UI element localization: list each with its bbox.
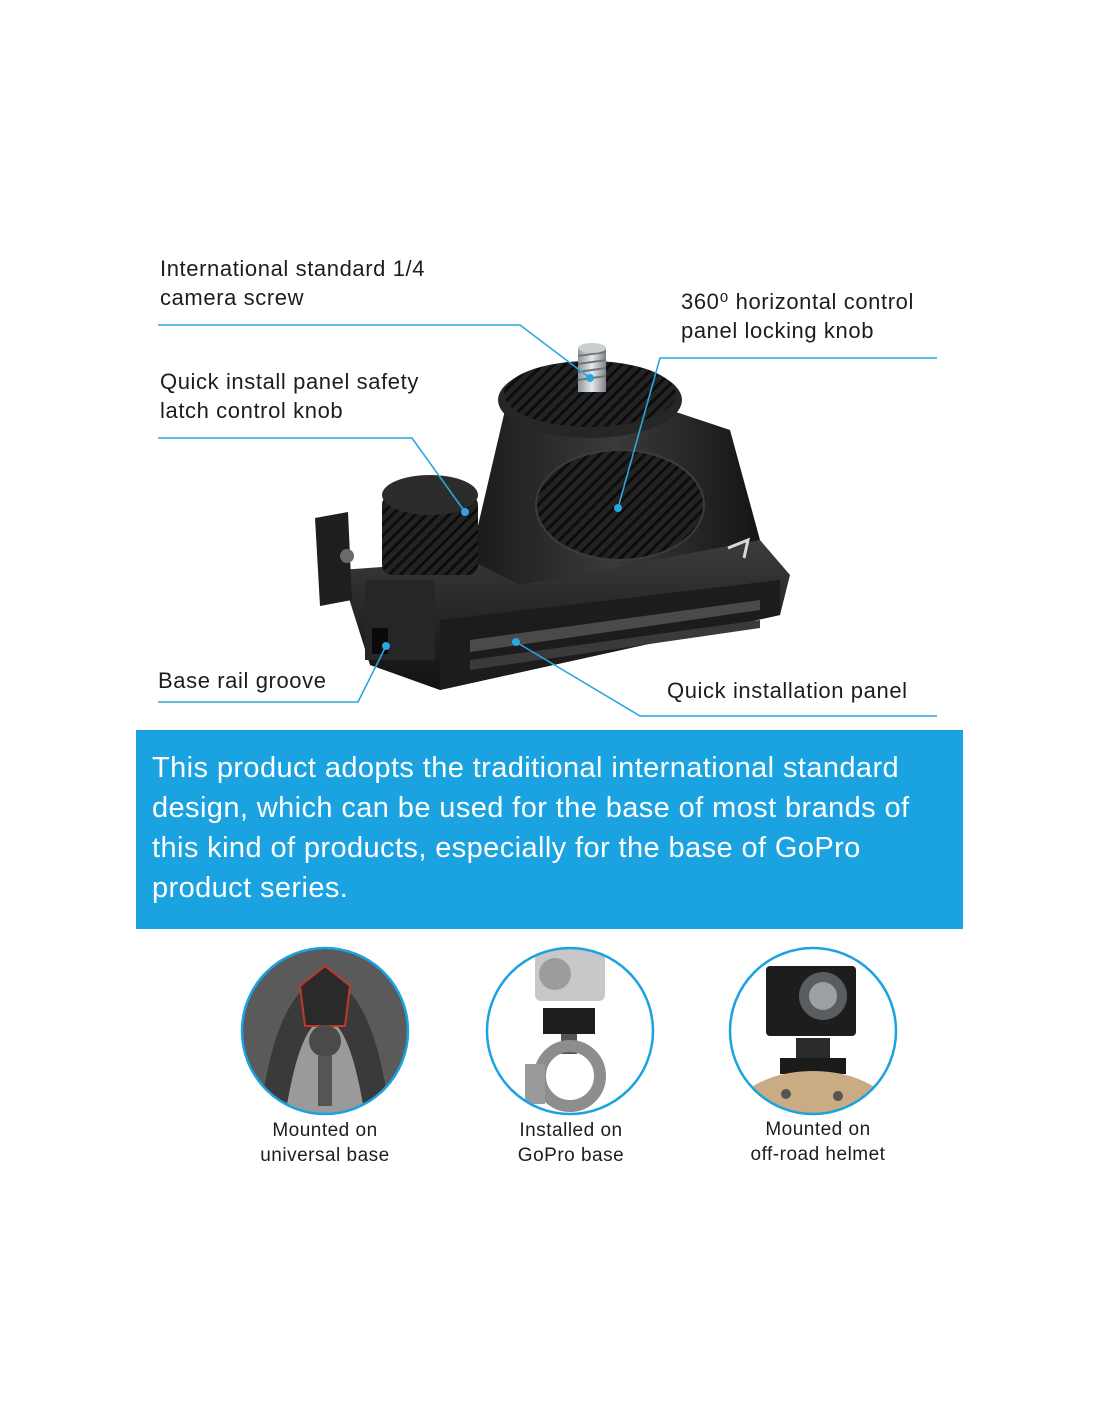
- side-tab: [315, 512, 354, 606]
- camera-screw: [578, 343, 606, 392]
- safety-latch-knob: [382, 475, 478, 575]
- banner-text: This product adopts the traditional international standard design, which can be used for the base of most brands of this kind of products, especially for the base of GoPro product series.: [152, 752, 910, 904]
- panel-leader-dot: [512, 638, 520, 646]
- callout-rail-groove: Base rail groove: [158, 668, 327, 693]
- caption-gopro-base: Installed on GoPro base: [517, 1120, 625, 1166]
- caption-offroad-helmet: Mounted on off-road helmet: [750, 1119, 886, 1165]
- callout-locking-knob: 360⁰ horizontal control panel locking knob: [681, 289, 914, 343]
- universal-base-photo-icon: [240, 946, 410, 1116]
- knob-leader-dot: [614, 504, 622, 512]
- callout-install-panel: Quick installation panel: [667, 678, 908, 703]
- callout-camera-screw: International standard 1/4 camera screw: [160, 256, 426, 310]
- latch-leader-dot: [461, 508, 469, 516]
- groove-leader-dot: [382, 642, 390, 650]
- screw-leader-dot: [586, 374, 594, 382]
- caption-universal-base: Mounted on universal base: [260, 1120, 390, 1166]
- gopro-handlebar-photo-icon: [485, 946, 655, 1116]
- helmet-mount-photo-icon: [728, 946, 898, 1116]
- callout-safety-latch: Quick install panel safety latch control knob: [160, 369, 419, 423]
- info-banner: [136, 730, 963, 929]
